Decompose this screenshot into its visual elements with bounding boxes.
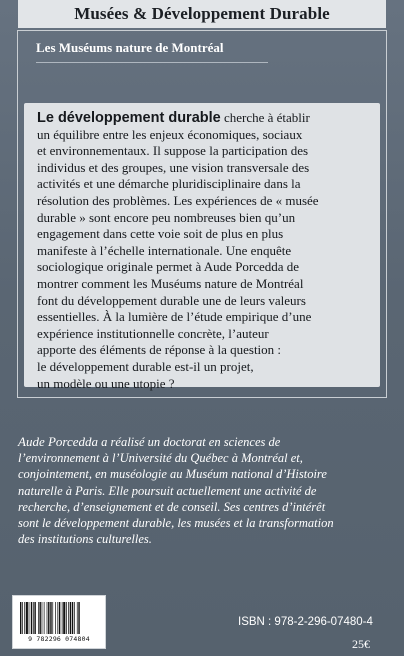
summary-line: Le développement durable cherche à établir — [37, 110, 310, 126]
series-title: Musées & Développement Durable — [74, 4, 330, 23]
bio-line: l’environnement à l’Université du Québec à Montréal et, — [18, 451, 303, 466]
barcode-bar — [22, 602, 23, 634]
barcode-bar — [55, 602, 56, 634]
barcode-bar — [24, 602, 25, 634]
summary-line: sociologique originale permet à Aude Porcedda de — [37, 259, 300, 275]
barcode-bar — [59, 602, 60, 634]
barcode-bar — [72, 602, 73, 634]
barcode-bar — [26, 602, 28, 634]
barcode-bar — [74, 602, 75, 634]
barcode-bar — [62, 602, 63, 634]
bio-line: recherche, d’enseignement et de conseil. Ses centres d’intérêt — [18, 499, 326, 514]
summary-line: manifeste à l’échelle internationale. Une enquête — [37, 242, 292, 258]
bio-line: naturelle à Paris. Elle poursuit actuellement une activité de — [18, 483, 317, 498]
barcode-number: 9 782296 074804 — [28, 635, 90, 643]
isbn: ISBN : 978-2-296-07480-4 — [238, 616, 373, 628]
barcode-bar — [29, 602, 30, 634]
subtitle-divider — [36, 62, 268, 63]
barcode-bar — [34, 602, 35, 634]
book-subtitle: Les Muséums nature de Montréal — [36, 40, 224, 55]
summary-line: font du développement durable une de leurs valeurs — [37, 292, 306, 308]
author-bio — [18, 434, 386, 547]
summary-line: individus et des groupes, une vision transversale des — [37, 159, 310, 175]
barcode-bar — [38, 602, 39, 634]
barcode-bars — [19, 602, 99, 634]
summary-line: montrer comment les Muséums nature de Montréal — [37, 275, 304, 291]
bio-line: Aude Porcedda a réalisé un doctorat en sciences de — [18, 434, 281, 449]
bio-line: sont le développement durable, les musées et la transformation — [18, 516, 334, 531]
barcode-bar — [48, 602, 49, 634]
barcode-bar — [50, 602, 51, 634]
barcode-bar — [42, 602, 43, 634]
summary-line: essentielles. À la lumière de l’étude empirique d’une — [37, 309, 312, 325]
bio-line: des institutions culturelles. — [18, 532, 152, 547]
summary-text — [37, 110, 375, 392]
barcode-bar — [68, 602, 69, 634]
summary-line: et environnementaux. Il suppose la participation des — [37, 143, 309, 159]
barcode-bar — [70, 602, 71, 634]
barcode-bar — [31, 602, 32, 634]
summary-line: expérience institutionnelle concrète, l’auteur — [37, 325, 269, 341]
barcode-bar — [66, 602, 67, 634]
summary-line: durable » sont encore peu nombreuses bien qu’un — [37, 209, 296, 225]
barcode-bar — [52, 602, 53, 634]
barcode-bar — [39, 602, 40, 634]
barcode — [12, 595, 106, 649]
author-name: Aude Porcedda — [18, 434, 99, 449]
price: 25€ — [352, 637, 370, 651]
summary-line: un modèle ou une utopie ? — [37, 375, 175, 391]
summary-line: engagement dans cette voie soit de plus en plus — [37, 226, 284, 242]
barcode-bar — [57, 602, 58, 634]
bio-line: conjointement, en muséologie au Muséum national d’Histoire — [18, 467, 327, 482]
summary-line: résolution des problèmes. Les expériences de « musée — [37, 192, 319, 208]
summary-line: le développement durable est-il un projet, — [37, 358, 254, 374]
barcode-bar — [33, 602, 34, 634]
summary-line: activités et une démarche pluridisciplinaire dans la — [37, 176, 301, 192]
summary-line: un équilibre entre les enjeux économiques, sociaux — [37, 126, 303, 142]
barcode-bar — [77, 602, 78, 634]
summary-lead: Le développement durable — [37, 110, 221, 126]
barcode-bar — [47, 602, 48, 634]
barcode-bar — [20, 602, 21, 634]
series-title-bar — [18, 0, 386, 28]
barcode-bar — [63, 602, 65, 634]
summary-line: apporte des éléments de réponse à la question : — [37, 342, 282, 358]
barcode-bar — [44, 602, 45, 634]
barcode-bar — [78, 602, 79, 634]
